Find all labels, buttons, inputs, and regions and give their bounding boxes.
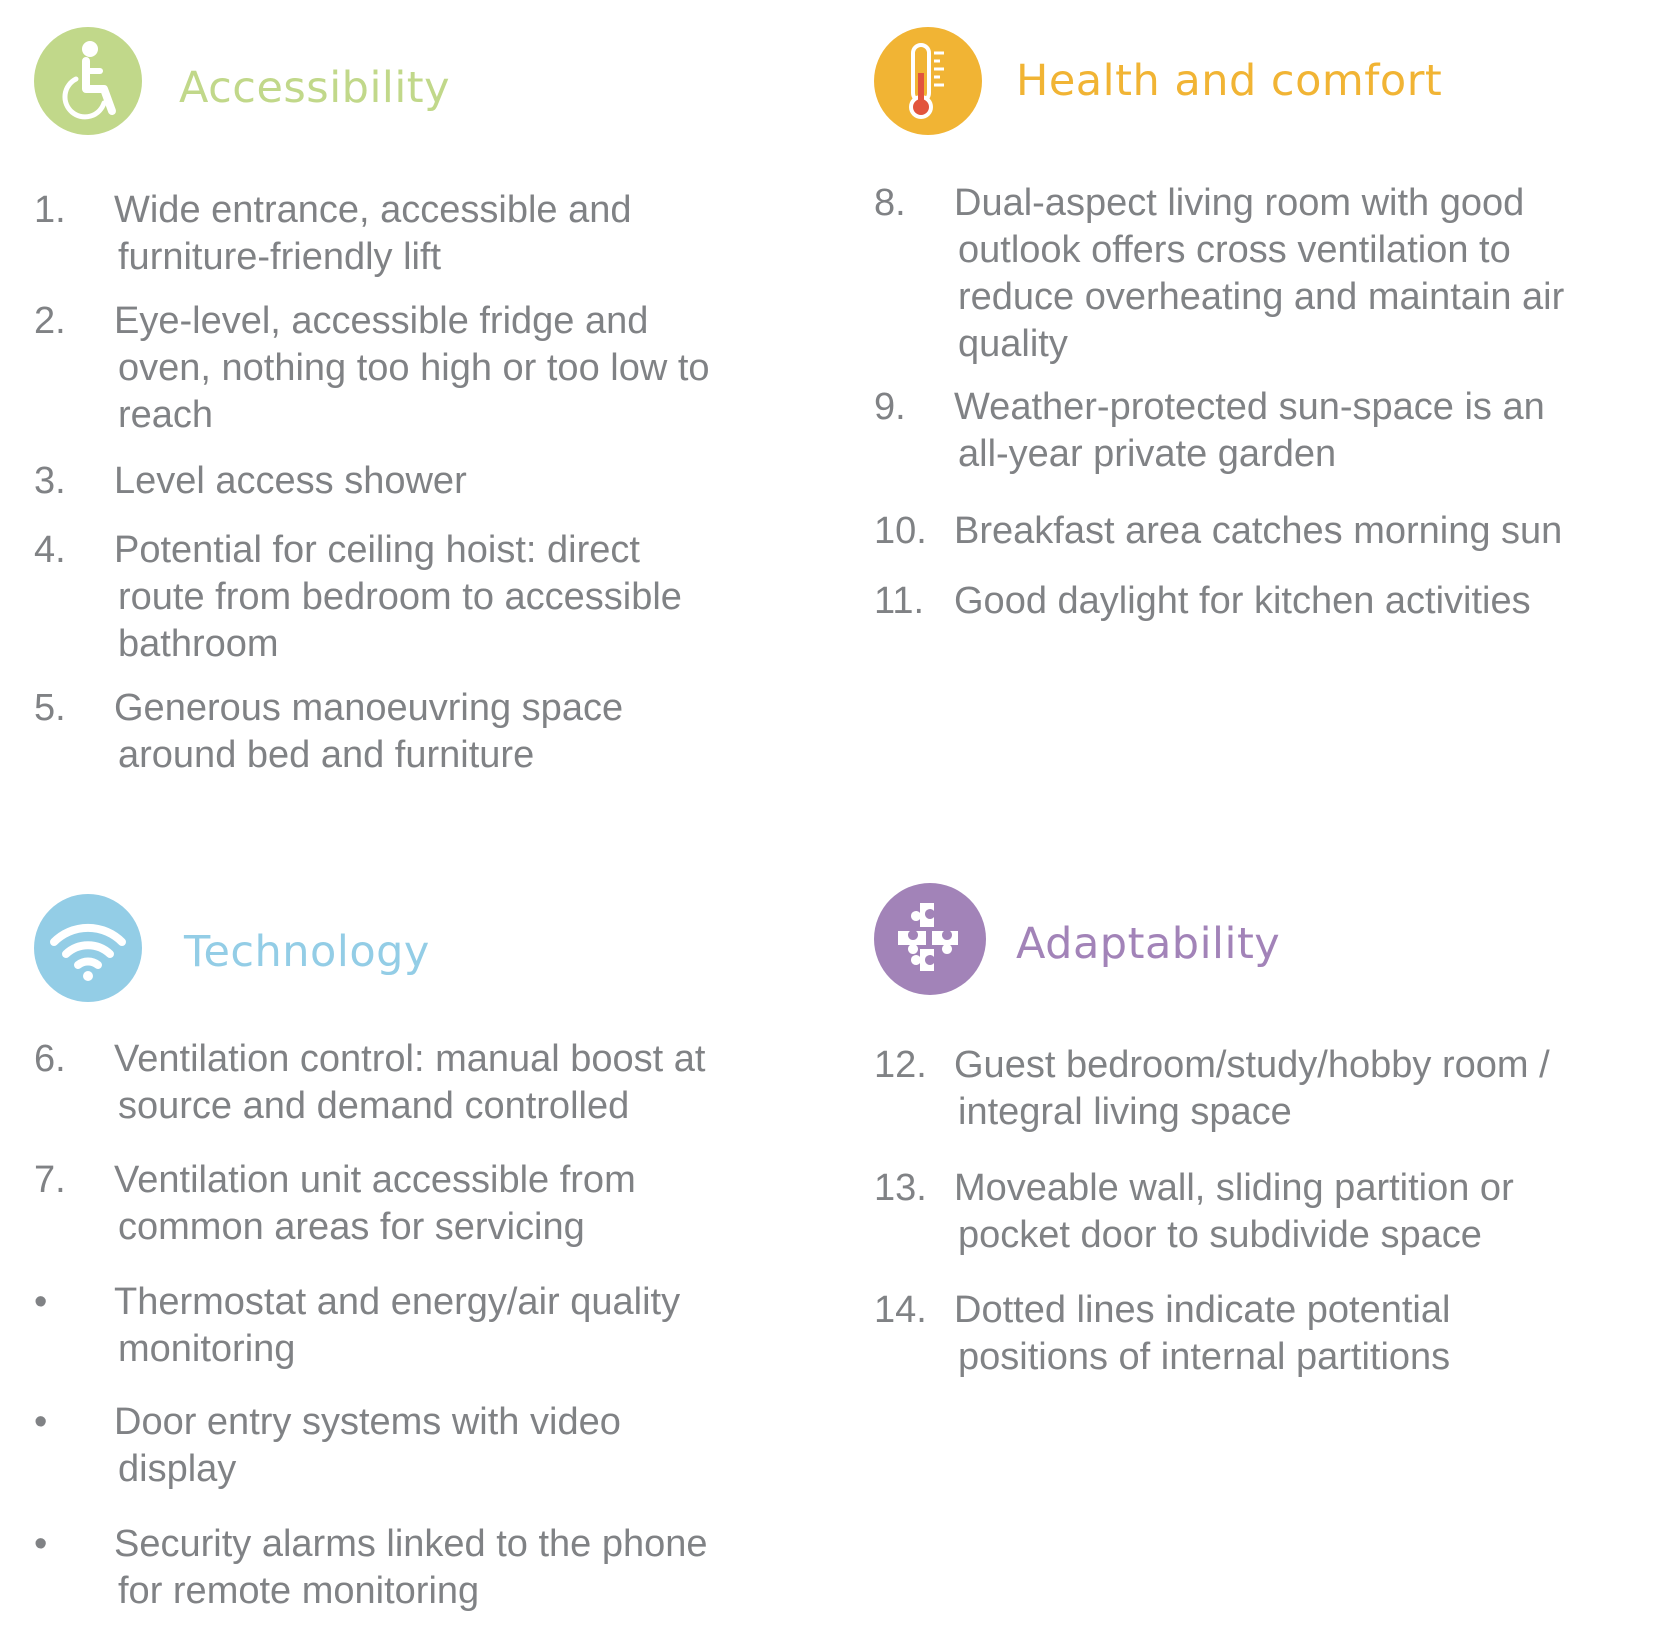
section-title: Health and comfort <box>1016 56 1443 106</box>
list-item-line: Moveable wall, sliding partition or <box>954 1167 1514 1209</box>
list-item-line: Good daylight for kitchen activities <box>954 580 1531 622</box>
list-item-line: Dual-aspect living room with good <box>954 182 1525 224</box>
section-title: Accessibility <box>179 63 451 113</box>
list-item-number: 9. <box>874 386 906 428</box>
list-item-number: 1. <box>34 189 66 231</box>
list-item-line: Ventilation control: manual boost at <box>114 1038 706 1080</box>
list-item-line: Eye-level, accessible fridge and <box>114 300 649 342</box>
puzzle-icon <box>874 883 986 995</box>
list-item-text <box>114 527 774 668</box>
list-item-line: reach <box>118 394 214 436</box>
list-bullet: • <box>34 1401 48 1443</box>
health-header <box>874 27 1634 137</box>
list-item-text <box>114 458 774 505</box>
list-item-line: Wide entrance, accessible and <box>114 189 632 231</box>
list-item-number: 8. <box>874 182 906 224</box>
list-item-line: Security alarms linked to the phone <box>114 1523 708 1565</box>
list-item-number: 2. <box>34 300 66 342</box>
list-item-text <box>114 1157 774 1251</box>
list-item-line: Level access shower <box>114 460 467 502</box>
section-title: Adaptability <box>1016 919 1281 969</box>
list-item-number: 13. <box>874 1167 927 1209</box>
list-item-line: reduce overheating and maintain air <box>958 276 1565 318</box>
adaptability-header <box>874 883 1634 993</box>
list-item-text <box>114 187 774 281</box>
list-item-line: source and demand controlled <box>118 1085 630 1127</box>
list-item-number: 10. <box>874 510 927 552</box>
accessibility-header <box>34 27 794 137</box>
list-item-text <box>954 1287 1614 1381</box>
list-item-number: 12. <box>874 1044 927 1086</box>
list-item-line: Ventilation unit accessible from <box>114 1159 636 1201</box>
list-item-text <box>114 298 774 439</box>
list-item-line: pocket door to subdivide space <box>958 1214 1482 1256</box>
list-item-line: Guest bedroom/study/hobby room / <box>954 1044 1550 1086</box>
list-item-text <box>114 685 774 779</box>
list-item-line: bathroom <box>118 623 279 665</box>
list-item-line: oven, nothing too high or too low to <box>118 347 710 389</box>
list-item-text <box>954 180 1614 368</box>
list-item-line: Potential for ceiling hoist: direct <box>114 529 640 571</box>
list-item-line: furniture-friendly lift <box>118 236 442 278</box>
wheelchair-icon <box>34 27 142 135</box>
list-item-line: route from bedroom to accessible <box>118 576 682 618</box>
list-item-number: 4. <box>34 529 66 571</box>
list-item-line: outlook offers cross ventilation to <box>958 229 1511 271</box>
list-item-number: 14. <box>874 1289 927 1331</box>
list-item-text <box>954 508 1614 555</box>
list-bullet: • <box>34 1281 48 1323</box>
list-item-text <box>114 1279 774 1373</box>
list-item-text <box>114 1036 774 1130</box>
list-item-number: 11. <box>874 580 925 622</box>
list-item-line: positions of internal partitions <box>958 1336 1451 1378</box>
list-item-text <box>114 1399 774 1493</box>
list-bullet: • <box>34 1523 48 1565</box>
list-item-line: for remote monitoring <box>118 1570 480 1612</box>
list-item-number: 3. <box>34 460 66 502</box>
list-item-number: 7. <box>34 1159 66 1201</box>
list-item-line: around bed and furniture <box>118 734 535 776</box>
list-item-text <box>114 1521 774 1615</box>
section-title: Technology <box>184 927 430 977</box>
list-item-text <box>954 1165 1614 1259</box>
list-item-line: Breakfast area catches morning sun <box>954 510 1563 552</box>
list-item-line: Dotted lines indicate potential <box>954 1289 1451 1331</box>
list-item-text <box>954 1042 1614 1136</box>
list-item-text <box>954 384 1614 478</box>
list-item-line: Door entry systems with video <box>114 1401 621 1443</box>
technology-header <box>34 894 794 1004</box>
list-item-line: display <box>118 1448 237 1490</box>
list-item-line: all-year private garden <box>958 433 1337 475</box>
list-item-line: Generous manoeuvring space <box>114 687 624 729</box>
list-item-line: quality <box>958 323 1068 365</box>
list-item-line: Weather-protected sun-space is an <box>954 386 1545 428</box>
list-item-number: 6. <box>34 1038 66 1080</box>
list-item-line: monitoring <box>118 1328 296 1370</box>
list-item-line: Thermostat and energy/air quality <box>114 1281 681 1323</box>
wifi-icon <box>34 894 142 1002</box>
list-item-line: integral living space <box>958 1091 1292 1133</box>
list-item-line: common areas for servicing <box>118 1206 585 1248</box>
thermometer-icon <box>874 27 982 135</box>
list-item-number: 5. <box>34 687 66 729</box>
list-item-text <box>954 578 1614 625</box>
